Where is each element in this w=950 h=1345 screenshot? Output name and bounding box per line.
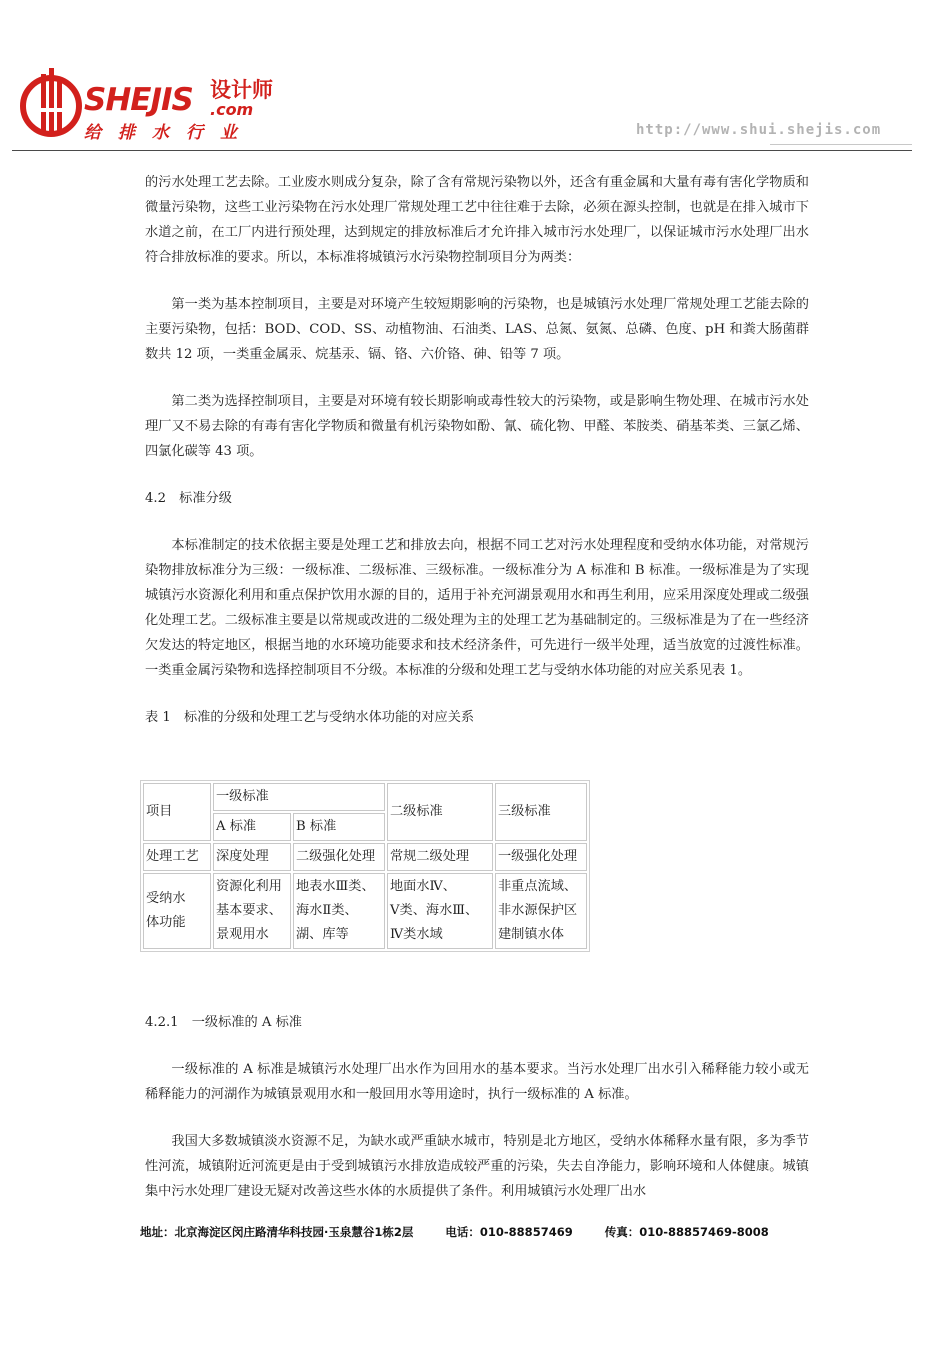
- table-cell: 常规二级处理: [387, 843, 493, 871]
- logo-icon: [20, 68, 82, 138]
- table-header-cell: 三级标准: [495, 783, 587, 841]
- cell-line: 景观用水: [216, 927, 269, 942]
- table-cell: 深度处理: [213, 843, 291, 871]
- cell-line: 非水源保护区: [498, 903, 578, 918]
- footer-fax: 传真：010-88857469-8008: [604, 1225, 769, 1239]
- paragraph: 本标准制定的技术依据主要是处理工艺和排放去向，根据不同工艺对污水处理程度和受纳水体功能，对常规污染物排放标准分为三级：一级标准、二级标准、三级标准。一级标准分为 A 标准和 B 标准。一级标准是为了实现城镇污水资源化利用和重点保护饮用水源的目的，适用于补充河湖景观用水和再生利用，应采用深度处理或二级强化处理工艺。二级标准主要是以常规或改进的二级处理为主的处理工艺为基础制定的。三级标准是为了在一些经济欠发达的特定地区，根据当地的水环境功能要求和技术经济条件，可先进行一级半处理，适当放宽的过渡性标准。一类重金属污染物和选择控制项目不分级。本标准的分级和处理工艺与受纳水体功能的对应关系见表 1。: [145, 538, 809, 678]
- document-body: [145, 170, 809, 730]
- cell-line: 受纳水: [146, 891, 186, 906]
- footer-phone: 电话：010-88857469: [445, 1225, 573, 1239]
- cell-line: 资源化利用: [216, 879, 282, 894]
- section-heading: 4.2.1 一级标准的 A 标准: [145, 1015, 302, 1030]
- paragraph: 的污水处理工艺去除。工业废水则成分复杂，除了含有常规污染物以外，还含有重金属和大量有毒有害化学物质和微量污染物，这些工业污染物在污水处理厂常规处理工艺中往往难于去除，必须在源头控制，也就是在排入城市下水道之前，在工厂内进行预处理，达到规定的排放标准后才允许排入城市污水处理厂，以保证城市污水处理厂出水符合排放标准的要求。所以，本标准将城镇污水污染物控制项目分为两类：: [145, 175, 809, 265]
- cell-line: 湖、库等: [296, 927, 349, 942]
- table-row: [143, 843, 587, 871]
- table-cell: [143, 873, 211, 949]
- cell-line: 非重点流域、: [498, 879, 578, 894]
- table-header-cell: B 标准: [293, 813, 385, 841]
- table-header-cell: 二级标准: [387, 783, 493, 841]
- paragraph: 第二类为选择控制项目，主要是对环境有较长期影响或毒性较大的污染物，或是影响生物处理、在城市污水处理厂又不易去除的有毒有害化学物质和微量有机污染物如酚、氰、硫化物、甲醛、苯胺类、硝基苯类、三氯乙烯、四氯化碳等 43 项。: [145, 394, 809, 459]
- logo-chinese: 设计师: [210, 78, 273, 102]
- logo-domain: .com: [210, 100, 254, 119]
- cell-line: 建制镇水体: [498, 927, 564, 942]
- table-cell: [387, 873, 493, 949]
- cell-line: Ⅴ类、海水Ⅲ、: [390, 903, 479, 918]
- cell-line: 海水Ⅱ类、: [296, 903, 358, 918]
- cell-line: 体功能: [146, 915, 186, 930]
- page-header: [0, 0, 950, 160]
- table-header-cell: 项目: [143, 783, 211, 841]
- cell-line: 地表水Ⅲ类、: [296, 879, 375, 894]
- page-footer: [140, 1224, 840, 1240]
- site-logo[interactable]: [20, 68, 280, 148]
- table-cell: [213, 873, 291, 949]
- site-url-link[interactable]: http://www.shui.shejis.com: [636, 122, 882, 138]
- cell-line: Ⅳ类水域: [390, 927, 443, 942]
- section-heading: 4.2 标准分级: [145, 491, 232, 506]
- cell-line: 基本要求、: [216, 903, 282, 918]
- table-cell: 一级强化处理: [495, 843, 587, 871]
- table-header-cell: A 标准: [213, 813, 291, 841]
- paragraph: 第一类为基本控制项目，主要是对环境产生较短期影响的污染物，也是城镇污水处理厂常规处理工艺能去除的主要污染物，包括：BOD、COD、SS、动植物油、石油类、LAS、总氮、氨氮、总磷、色度、pH 和粪大肠菌群数共 12 项，一类重金属汞、烷基汞、镉、铬、六价铬、砷、铅等 7 项。: [145, 297, 809, 362]
- table-cell: [293, 873, 385, 949]
- table-cell: 二级强化处理: [293, 843, 385, 871]
- standards-table: [140, 780, 590, 952]
- paragraph: 我国大多数城镇淡水资源不足，为缺水或严重缺水城市，特别是北方地区，受纳水体稀释水量有限，多为季节性河流，城镇附近河流更是由于受到城镇污水排放造成较严重的污染，失去自净能力，影响环境和人体健康。城镇集中污水处理厂建设无疑对改善这些水体的水质提供了条件。利用城镇污水处理厂出水: [145, 1134, 809, 1199]
- table-row: [143, 873, 587, 949]
- cell-line: 地面水Ⅳ、: [390, 879, 456, 894]
- table-cell: [495, 873, 587, 949]
- footer-address: 地址：北京海淀区闵庄路清华科技园·玉泉慧谷1栋2层: [140, 1225, 414, 1239]
- document-body-continued: [145, 1010, 809, 1204]
- header-divider: [12, 150, 912, 151]
- paragraph: 一级标准的 A 标准是城镇污水处理厂出水作为回用水的基本要求。当污水处理厂出水引入稀释能力较小或无稀释能力的河湖作为城镇景观用水和一般回用水等用途时，执行一级标准的 A 标准。: [145, 1062, 809, 1102]
- table-header-cell: 一级标准: [213, 783, 385, 811]
- logo-subtitle: 给排水行业: [84, 123, 254, 143]
- table-caption: 表 1 标准的分级和处理工艺与受纳水体功能的对应关系: [145, 710, 475, 725]
- table-cell: 处理工艺: [143, 843, 211, 871]
- header-divider-short: [770, 144, 912, 145]
- logo-wordmark: SHEJIS: [84, 82, 193, 118]
